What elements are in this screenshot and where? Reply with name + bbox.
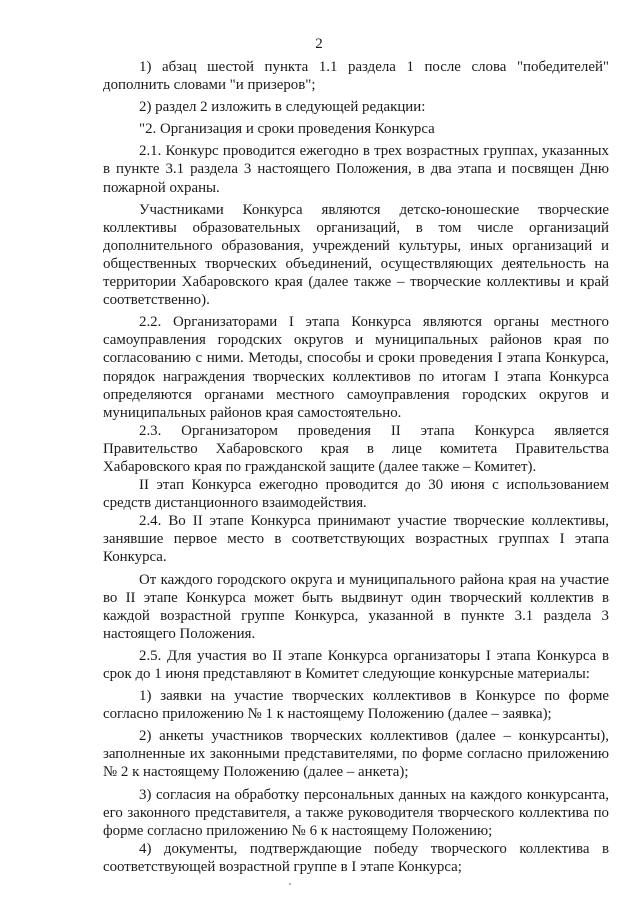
paragraph-stage-2-timing: II этап Конкурса ежегодно проводится до 30 июня с использованием средств дистанционного взаимодействия. [103, 477, 609, 512]
list-item-4: 4) документы, подтверждающие победу творческого коллектива в соответствующей возрастной группе в I этапе Конкурса; [103, 840, 609, 875]
page-number: 2 [315, 36, 323, 52]
paragraph-amendment-1: 1) абзац шестой пункта 1.1 раздела 1 после слова "победителей" дополнить словами "и призеров"; [103, 59, 609, 94]
paragraph-2-4: 2.4. Во II этапе Конкурса принимают участие творческие коллективы, занявшие первое место в соответствующих возрастных группах I этапа Конкурса. [103, 513, 609, 566]
scan-speck [289, 883, 291, 885]
paragraph-2-1: 2.1. Конкурс проводится ежегодно в трех возрастных группах, указанных в пункте 3.1 раздела 3 настоящего Положения, в два этапа и посвящен Дню пожарной охраны. [103, 143, 609, 196]
paragraph-2-5: 2.5. Для участия во II этапе Конкурса организаторы I этапа Конкурса в срок до 1 июня представляют в Комитет следующие конкурсные материалы: [103, 647, 609, 682]
list-item-3: 3) согласия на обработку персональных данных на каждого конкурсанта, его законного представителя, а также руководителя творческого коллектива по форме согласно приложению № 6 к настоящему Положению; [103, 786, 609, 839]
paragraph-participants: Участниками Конкурса являются детско-юношеские творческие коллективы образовательных организаций, в том числе организаций дополнительного образования, учреждений культуры, иных организаций и общественных творческих объединений, осуществляющих деятельность на территории Хабаровского края (далее также – творческие коллективы и край соответственно). [103, 201, 609, 309]
paragraph-nomination: От каждого городского округа и муниципального района края на участие во II этапе Конкурса может быть выдвинут один творческий коллектив в каждой возрастной группе Конкурса, указанной в пункте 3.1 раздела 3 настоящего Положения. [103, 571, 609, 642]
list-item-1: 1) заявки на участие творческих коллективов в Конкурсе по форме согласно приложению № 1 к настоящему Положению (далее – заявка); [103, 688, 609, 723]
list-item-2: 2) анкеты участников творческих коллективов (далее – конкурсанты), заполненные их законными представителями, по форме согласно приложению № 2 к настоящему Положению (далее – анкета); [103, 728, 609, 781]
paragraph-amendment-2: 2) раздел 2 изложить в следующей редакции: [139, 99, 426, 116]
paragraph-2-2: 2.2. Организаторами I этапа Конкурса являются органы местного самоуправления городских округов и муниципальных районов края по согласованию с ними. Методы, способы и сроки проведения I этапа Конкурса, порядок награждения творческих коллективов по итогам I этапа Конкурса определяются органами местного самоуправления городских округов и муниципальных районов края самостоятельно. [103, 314, 609, 421]
paragraph-2-3: 2.3. Организатором проведения II этапа Конкурса является Правительство Хабаровского края в лице комитета Правительства Хабаровского края по гражданской защите (далее также – Комитет). [103, 422, 609, 475]
document-body [103, 58, 609, 876]
section-heading: "2. Организация и сроки проведения Конкурса [139, 121, 435, 138]
